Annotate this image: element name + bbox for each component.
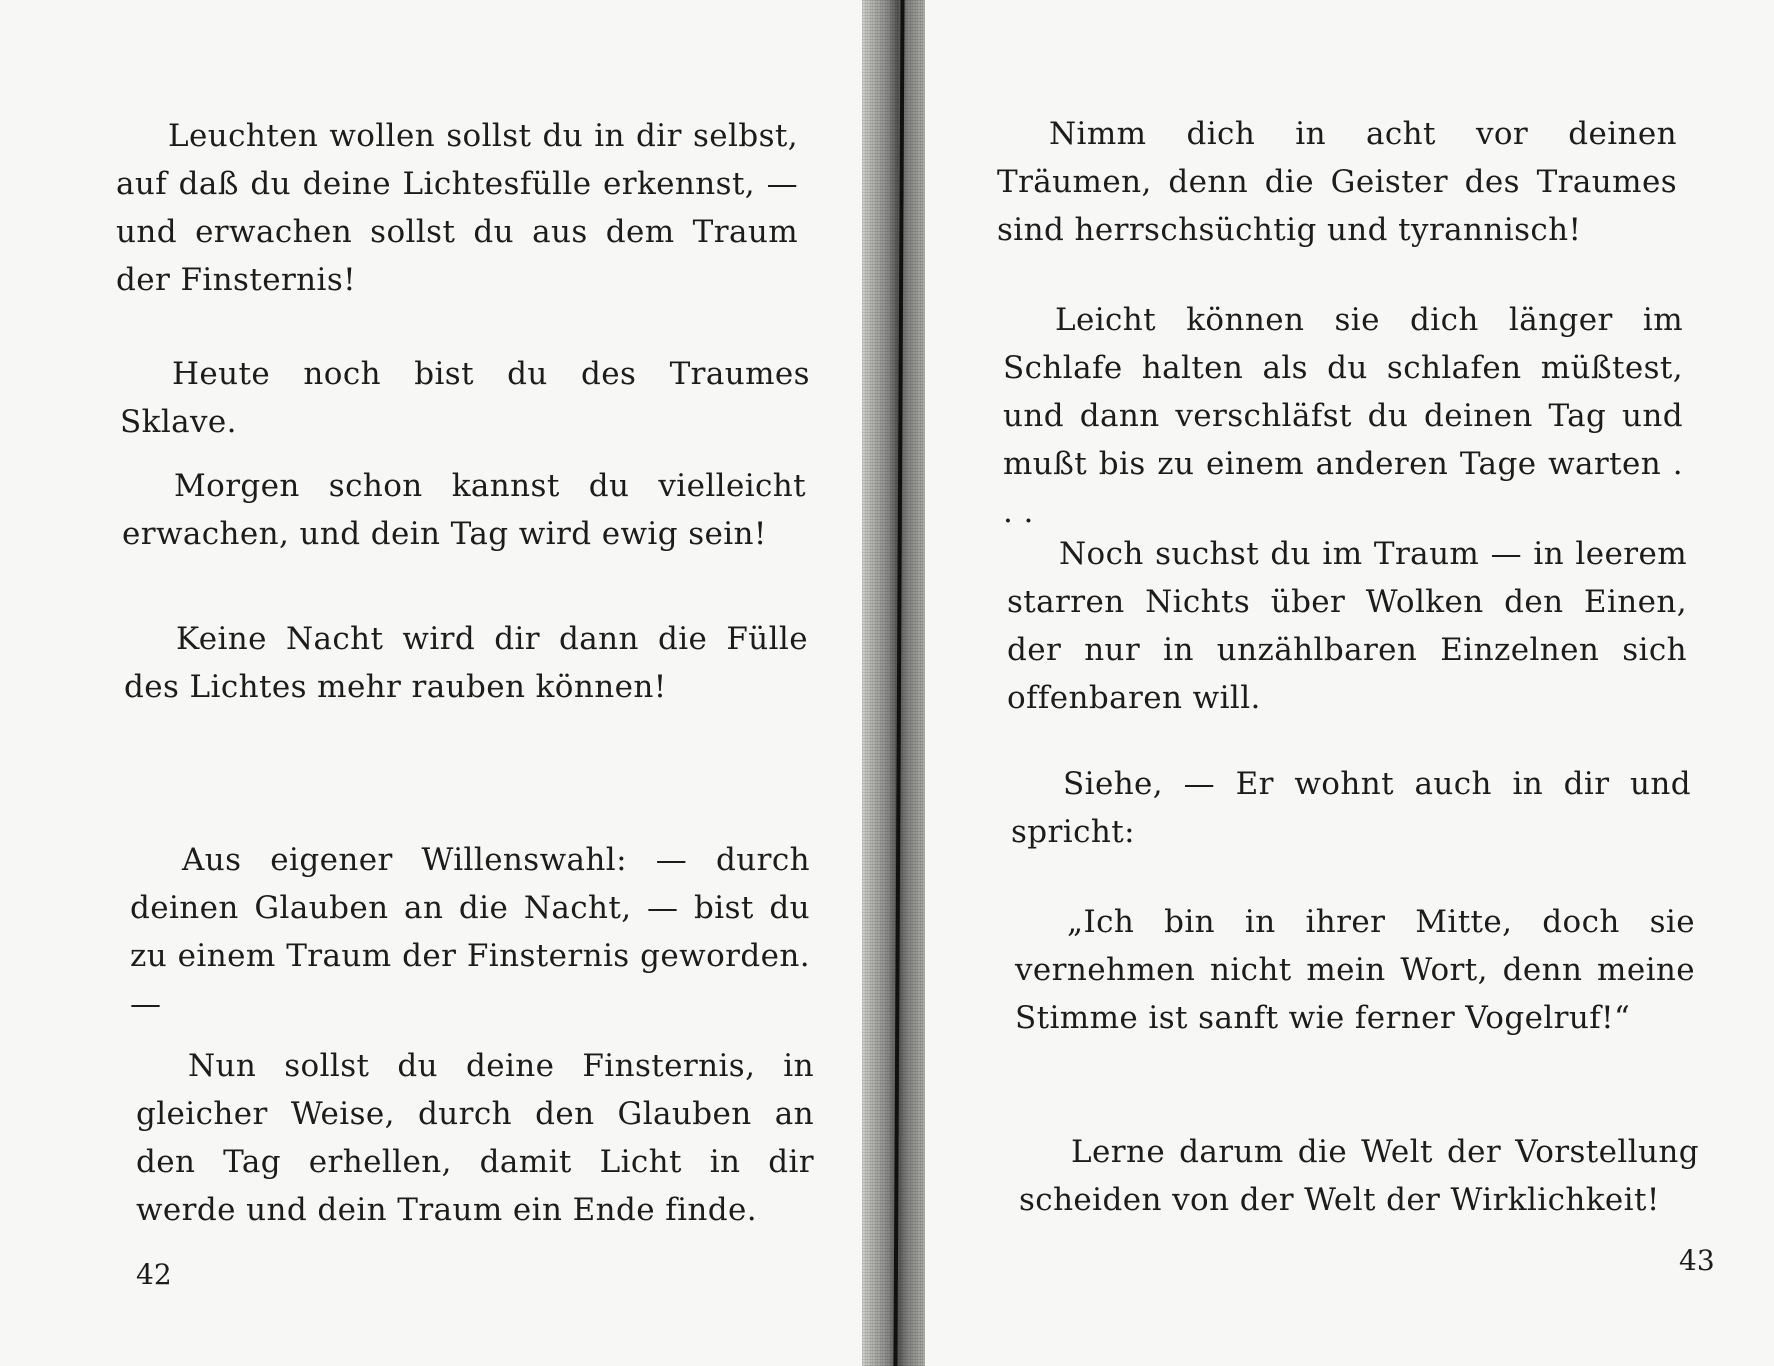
right-paragraph-2 xyxy=(1003,296,1683,536)
left-paragraph-5 xyxy=(130,836,810,1028)
paragraph-text: „Ich bin in ihrer Mitte, doch sie vernehmen nicht mein Wort, denn meine Stimme ist sanft wie ferner Vogelruf!“ xyxy=(1015,904,1695,1036)
paragraph-text: Lerne darum die Welt der Vorstellung scheiden von der Welt der Wirklichkeit! xyxy=(1019,1134,1699,1218)
right-page xyxy=(925,0,1774,1366)
paragraph-text: Aus eigener Willenswahl: — durch deinen Glauben an die Nacht, — bist du zu einem Traum der Finsternis geworden. — xyxy=(130,842,810,1022)
right-paragraph-3 xyxy=(1007,530,1687,722)
left-paragraph-6 xyxy=(136,1042,814,1234)
left-paragraph-3 xyxy=(122,462,806,558)
right-paragraph-6 xyxy=(1019,1128,1699,1224)
paragraph-text: Heute noch bist du des Traumes Sklave. xyxy=(120,356,810,440)
paragraph-text: Leicht können sie dich länger im Schlafe halten als du schlafen müßtest, und dann verschläfst du deinen Tag und mußt bis zu einem anderen Tage warten . . . xyxy=(1003,302,1683,530)
paragraph-text: Keine Nacht wird dir dann die Fülle des Lichtes mehr rauben können! xyxy=(124,621,808,705)
paragraph-text: Morgen schon kannst du vielleicht erwachen, und dein Tag wird ewig sein! xyxy=(122,468,806,552)
right-paragraph-4 xyxy=(1011,760,1691,856)
right-paragraph-5 xyxy=(1015,898,1695,1042)
left-paragraph-2 xyxy=(120,350,810,446)
right-paragraph-1 xyxy=(997,110,1677,254)
paragraph-text: Nimm dich in acht vor deinen Träumen, denn die Geister des Traumes sind herrschsüchtig und tyrannisch! xyxy=(997,116,1677,248)
left-paragraph-4 xyxy=(124,615,808,711)
page-number-right: 43 xyxy=(1679,1244,1715,1277)
paragraph-text: Nun sollst du deine Finsternis, in gleicher Weise, durch den Glauben an den Tag erhellen, damit Licht in dir werde und dein Traum ein Ende finde. xyxy=(136,1048,814,1228)
left-page xyxy=(0,0,870,1366)
paragraph-text: Siehe, — Er wohnt auch in dir und spricht: xyxy=(1011,766,1691,850)
paragraph-text: Leuchten wollen sollst du in dir selbst, auf daß du deine Lichtesfülle erkennst, — und erwachen sollst du aus dem Traum der Finsternis! xyxy=(116,118,798,298)
paragraph-text: Noch suchst du im Traum — in leerem starren Nichts über Wolken den Einen, der nur in unzählbaren Einzelnen sich offenbaren will. xyxy=(1007,536,1687,716)
page-number-left: 42 xyxy=(136,1258,172,1291)
left-paragraph-1 xyxy=(116,112,798,304)
